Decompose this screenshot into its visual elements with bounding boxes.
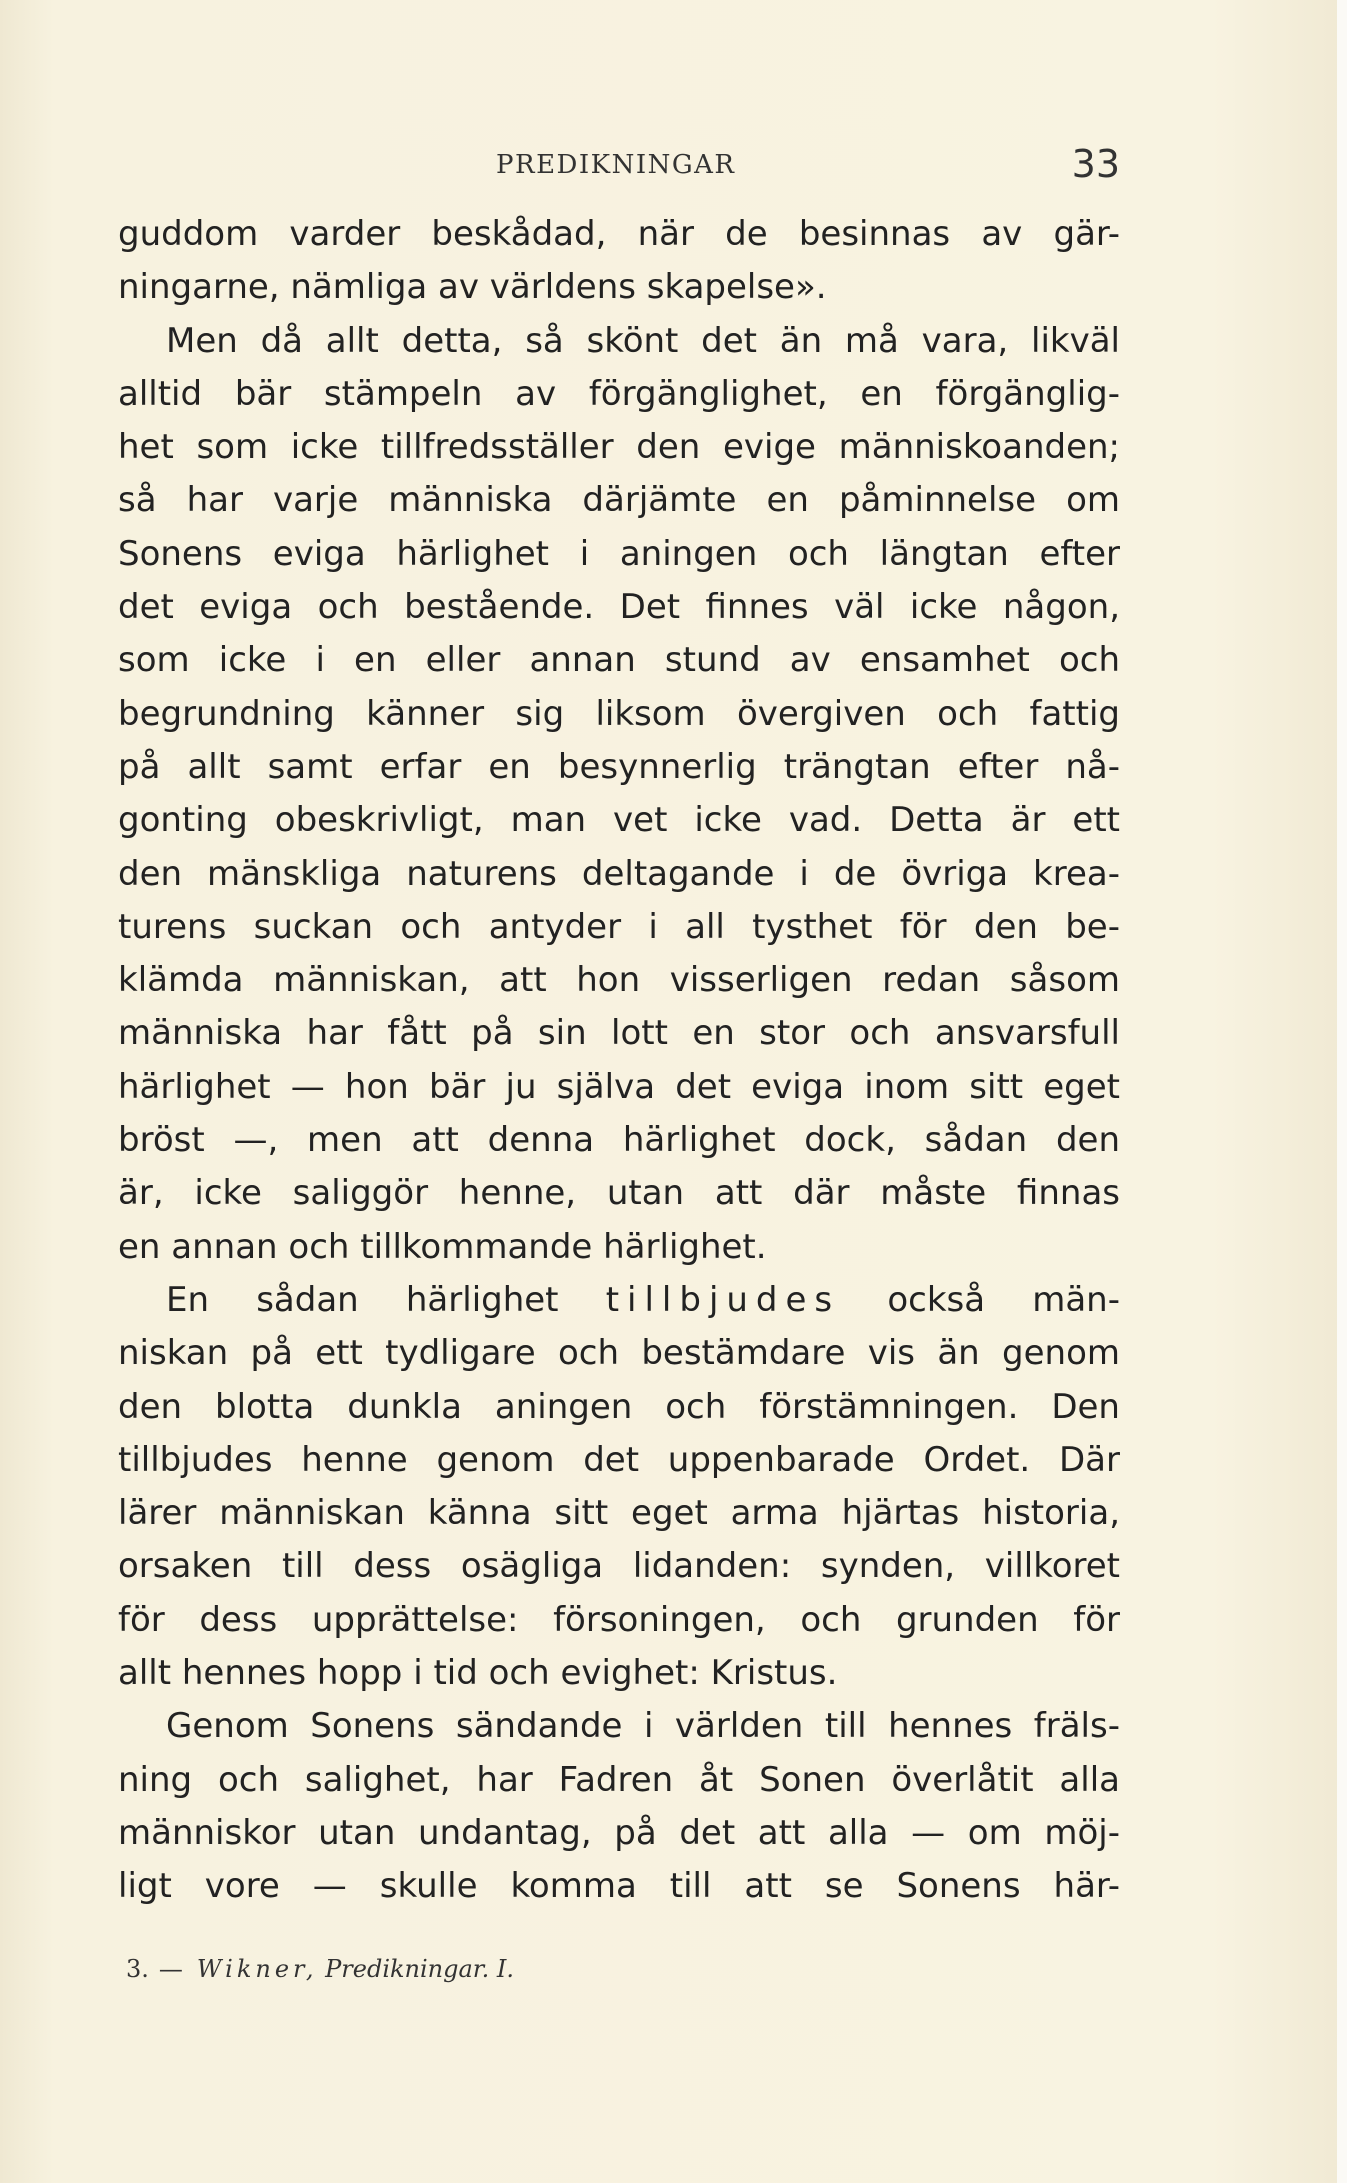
text-line: ligt vore — skulle komma till att se Sonens här- xyxy=(118,1866,1120,1907)
text-line: på allt samt erfar en besynnerlig trängtan efter nå- xyxy=(118,746,1120,787)
text-segment: En sådan härlighet xyxy=(166,1279,606,1320)
text-line: orsaken till dess osägliga lidanden: synden, villkoret xyxy=(118,1546,1120,1587)
signature-number: 3. xyxy=(126,1955,149,1983)
signature-work: Predikningar. I. xyxy=(325,1955,515,1983)
text-line: ningarne, nämliga av världens skapelse». xyxy=(118,267,827,308)
text-line: bröst —, men att denna härlighet dock, sådan den xyxy=(118,1120,1120,1161)
text-line-spaced xyxy=(118,1274,1120,1327)
text-line: den mänskliga naturens deltagande i de övriga krea- xyxy=(118,853,1120,894)
text-line: är, icke saliggör henne, utan att där måste finnas xyxy=(118,1173,1120,1214)
page-edge xyxy=(1337,0,1347,2183)
text-body xyxy=(118,208,1120,1914)
text-line: niskan på ett tydligare och bestämdare vis än genom xyxy=(118,1333,1120,1374)
running-title: PREDIKNINGAR xyxy=(496,150,736,180)
text-line: het som icke tillfredsställer den evige människoanden; xyxy=(118,427,1120,468)
text-line: härlighet — hon bär ju själva det eviga inom sitt eget xyxy=(118,1066,1120,1107)
text-line: allt hennes hopp i tid och evighet: Kristus. xyxy=(118,1653,838,1694)
text-line: guddom varder beskådad, när de besinnas av gär- xyxy=(118,214,1120,254)
text-line: begrundning känner sig liksom övergiven och fattig xyxy=(118,693,1120,734)
page-header xyxy=(118,142,1120,192)
text-line: människa har fått på sin lott en stor och ansvarsfull xyxy=(118,1013,1120,1054)
text-line: gonting obeskrivligt, man vet icke vad. Detta är ett xyxy=(118,800,1120,841)
text-line: för dess upprättelse: försoningen, och grunden för xyxy=(118,1599,1120,1640)
text-line: en annan och tillkommande härlighet. xyxy=(118,1226,767,1267)
signature-author: Wikner, xyxy=(196,1955,318,1983)
text-segment: också män- xyxy=(840,1279,1120,1320)
text-line: tillbjudes henne genom det uppenbarade Ordet. Där xyxy=(118,1439,1120,1480)
text-line: lärer människan känna sitt eget arma hjärtas historia, xyxy=(118,1493,1120,1534)
text-line: Sonens eviga härlighet i aningen och längtan efter xyxy=(118,533,1120,574)
text-line: det eviga och bestående. Det finnes väl icke någon, xyxy=(118,587,1120,628)
text-line: Genom Sonens sändande i världen till hennes fräls- xyxy=(166,1706,1120,1747)
text-line: ning och salighet, har Fadren åt Sonen överlåtit alla xyxy=(118,1759,1120,1800)
signature-footer xyxy=(126,1955,926,1983)
text-line: Men då allt detta, så skönt det än må vara, likväl xyxy=(166,320,1120,361)
text-line: alltid bär stämpeln av förgänglighet, en förgänglig- xyxy=(118,373,1120,414)
text-line: som icke i en eller annan stund av ensamhet och xyxy=(118,640,1120,681)
text-line: människor utan undantag, på det att alla — om möj- xyxy=(118,1812,1120,1853)
text-line: den blotta dunkla aningen och förstämningen. Den xyxy=(118,1386,1120,1427)
text-line: så har varje människa därjämte en påminnelse om xyxy=(118,480,1120,521)
signature-dash: — xyxy=(158,1955,183,1983)
text-line: klämda människan, att hon visserligen redan såsom xyxy=(118,960,1120,1001)
page-number: 33 xyxy=(1071,142,1120,186)
text-line: turens suckan och antyder i all tysthet för den be- xyxy=(118,906,1120,947)
spaced-word: tillbjudes xyxy=(605,1279,841,1320)
